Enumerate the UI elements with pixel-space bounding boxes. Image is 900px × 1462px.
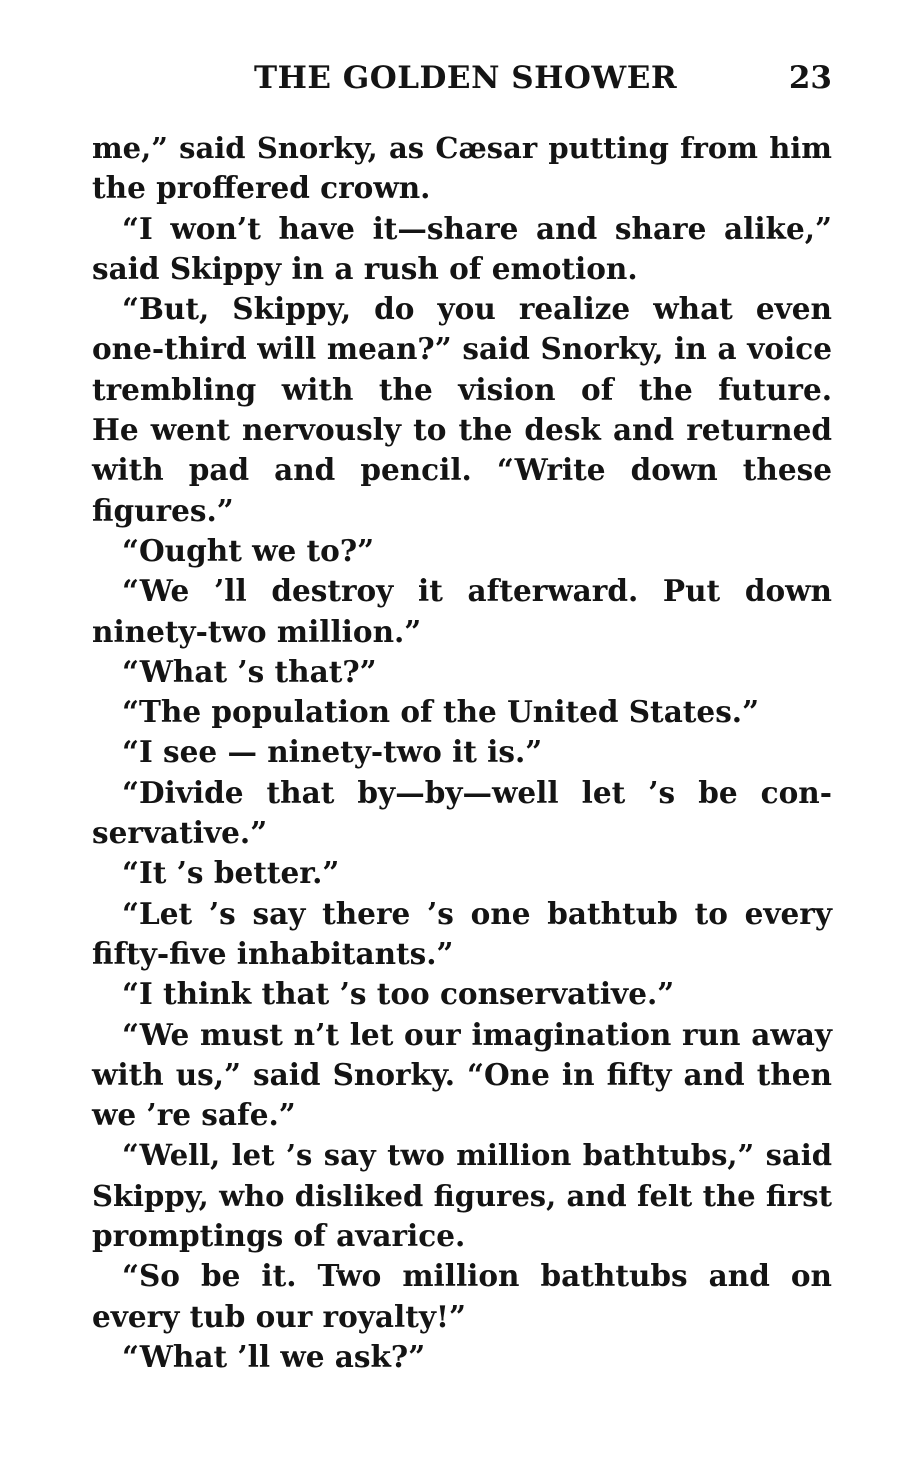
text-line: ninety-two million.”: [92, 613, 422, 649]
text-line: “Ought we to?”: [122, 532, 375, 568]
text-line: Skippy, who disliked figures, and felt the first: [92, 1178, 832, 1213]
text-line: “Divide that by—by—well let ’s be con-: [122, 774, 832, 810]
text-line: me,” said Snorky, as Cæsar putting from him: [92, 131, 832, 165]
body-text: [92, 128, 832, 1377]
text-line: fifty-five inhabitants.”: [92, 935, 454, 971]
text-line: we ’re safe.”: [92, 1097, 296, 1133]
text-line: servative.”: [92, 815, 268, 851]
text-line: “Well, let ’s say two million bathtubs,” said: [122, 1138, 832, 1173]
text-line: one-third will mean?” said Snorky, in a voice: [92, 331, 832, 367]
page-header: [92, 60, 832, 100]
text-line: “What ’s that?”: [122, 653, 377, 689]
text-line: said Skippy in a rush of emotion.: [92, 250, 638, 286]
text-line: “I won’t have it—share and share alike,”: [122, 210, 832, 246]
text-line: “I see — ninety-two it is.”: [122, 734, 543, 770]
text-line: with us,” said Snorky. “One in fifty and then: [92, 1056, 832, 1092]
text-line: “What ’ll we ask?”: [122, 1338, 426, 1374]
text-line: He went nervously to the desk and returned: [92, 412, 832, 448]
text-line: “But, Skippy, do you realize what even: [122, 291, 832, 327]
text-line: “We ’ll destroy it afterward. Put down: [122, 573, 832, 609]
text-line: promptings of avarice.: [92, 1218, 466, 1254]
text-line: with pad and pencil. “Write down these: [92, 452, 832, 488]
text-line: figures.”: [92, 492, 234, 528]
text-line: every tub our royalty!”: [92, 1298, 466, 1334]
text-line: “The population of the United States.”: [122, 694, 760, 730]
text-line: “I think that ’s too conservative.”: [122, 976, 675, 1012]
text-line: “We must n’t let our imagination run away: [122, 1016, 832, 1052]
text-line: “It ’s better.”: [122, 855, 340, 891]
running-title: THE GOLDEN SHOWER: [254, 60, 678, 96]
text-line: “So be it. Two million bathtubs and on: [122, 1258, 832, 1294]
page-number: 23: [788, 60, 832, 96]
text-line: trembling with the vision of the future.: [92, 371, 832, 407]
text-line: “Let ’s say there ’s one bathtub to every: [122, 895, 832, 931]
text-line: the proffered crown.: [92, 170, 431, 206]
